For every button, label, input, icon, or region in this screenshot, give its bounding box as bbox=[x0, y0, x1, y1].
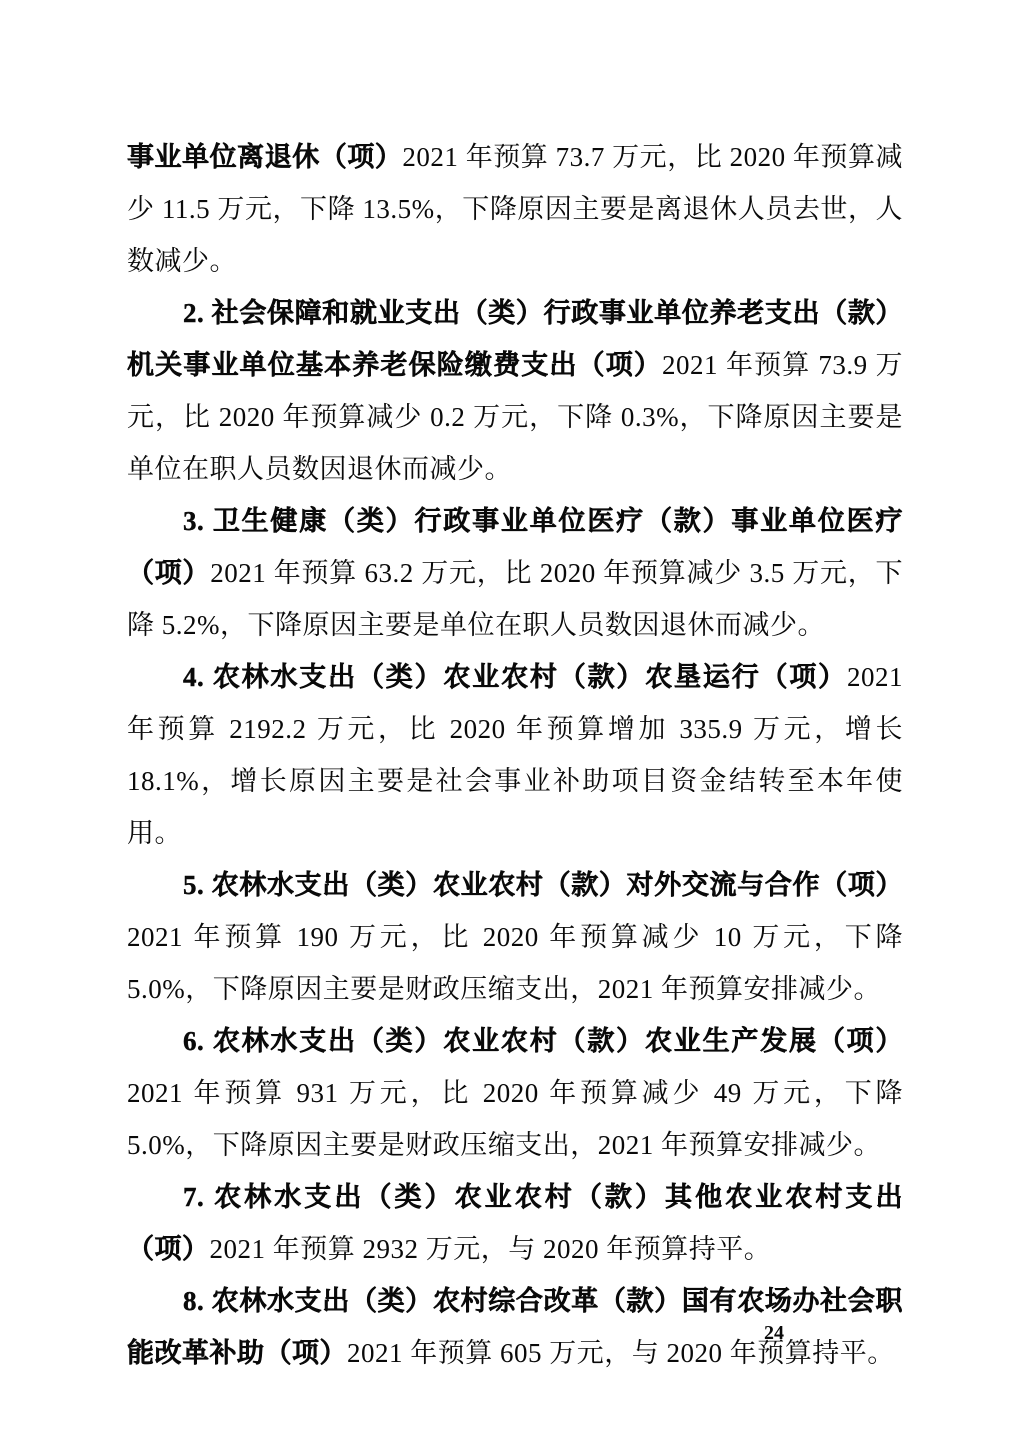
paragraph bbox=[127, 495, 903, 651]
text-block bbox=[127, 131, 903, 1379]
paragraph bbox=[127, 1171, 903, 1275]
paragraph-lead-bold: 2. 社会保障和就业支出（类）行政事业单位养老支出（款）机关事业单位基本养老保险缴费支出（项） bbox=[127, 298, 903, 380]
paragraph-lead-bold: 事业单位离退休（项） bbox=[127, 142, 403, 172]
paragraph-body: 2021 年预算 190 万元，比 2020 年预算减少 10 万元，下降 5.0%，下降原因主要是财政压缩支出，2021 年预算安排减少。 bbox=[127, 922, 903, 1004]
paragraph-body: 2021 年预算 63.2 万元，比 2020 年预算减少 3.5 万元，下降 5.2%，下降原因主要是单位在职人员数因退休而减少。 bbox=[127, 558, 903, 640]
paragraph bbox=[127, 287, 903, 495]
paragraph-body: 2021 年预算 73.9 万元，比 2020 年预算减少 0.2 万元，下降 0.3%，下降原因主要是单位在职人员数因退休而减少。 bbox=[127, 350, 904, 484]
paragraph-body: 2021 年预算 73.7 万元，比 2020 年预算减少 11.5 万元，下降 13.5%，下降原因主要是离退休人员去世，人数减少。 bbox=[127, 142, 904, 276]
paragraph bbox=[127, 1275, 903, 1379]
paragraph-lead-bold: 6. 农林水支出（类）农业农村（款）农业生产发展（项） bbox=[183, 1026, 903, 1056]
paragraph-lead-bold: 3. 卫生健康（类）行政事业单位医疗（款）事业单位医疗（项） bbox=[127, 506, 903, 588]
paragraph-body: 2021 年预算 931 万元，比 2020 年预算减少 49 万元，下降 5.0%，下降原因主要是财政压缩支出，2021 年预算安排减少。 bbox=[127, 1078, 903, 1160]
paragraph-body: 2021 年预算 605 万元，与 2020 年预算持平。 bbox=[347, 1338, 895, 1368]
paragraph-lead-bold: 5. 农林水支出（类）农业农村（款）对外交流与合作（项） bbox=[183, 870, 903, 900]
paragraph-body: 2021 年预算 2192.2 万元，比 2020 年预算增加 335.9 万元，增长 18.1%，增长原因主要是社会事业补助项目资金结转至本年使用。 bbox=[127, 662, 903, 848]
paragraph-lead-bold: 7. 农林水支出（类）农业农村（款）其他农业农村支出（项） bbox=[127, 1182, 903, 1264]
paragraph-lead-bold: 8. 农林水支出（类）农村综合改革（款）国有农场办社会职能改革补助（项） bbox=[127, 1286, 903, 1368]
paragraph-lead-bold: 4. 农林水支出（类）农业农村（款）农垦运行（项） bbox=[183, 662, 847, 692]
paragraph bbox=[127, 131, 903, 287]
paragraph bbox=[127, 651, 903, 859]
page-number: 24 bbox=[764, 1322, 784, 1344]
paragraph bbox=[127, 859, 903, 1015]
paragraph-body: 2021 年预算 2932 万元，与 2020 年预算持平。 bbox=[209, 1234, 772, 1264]
paragraph bbox=[127, 1015, 903, 1171]
